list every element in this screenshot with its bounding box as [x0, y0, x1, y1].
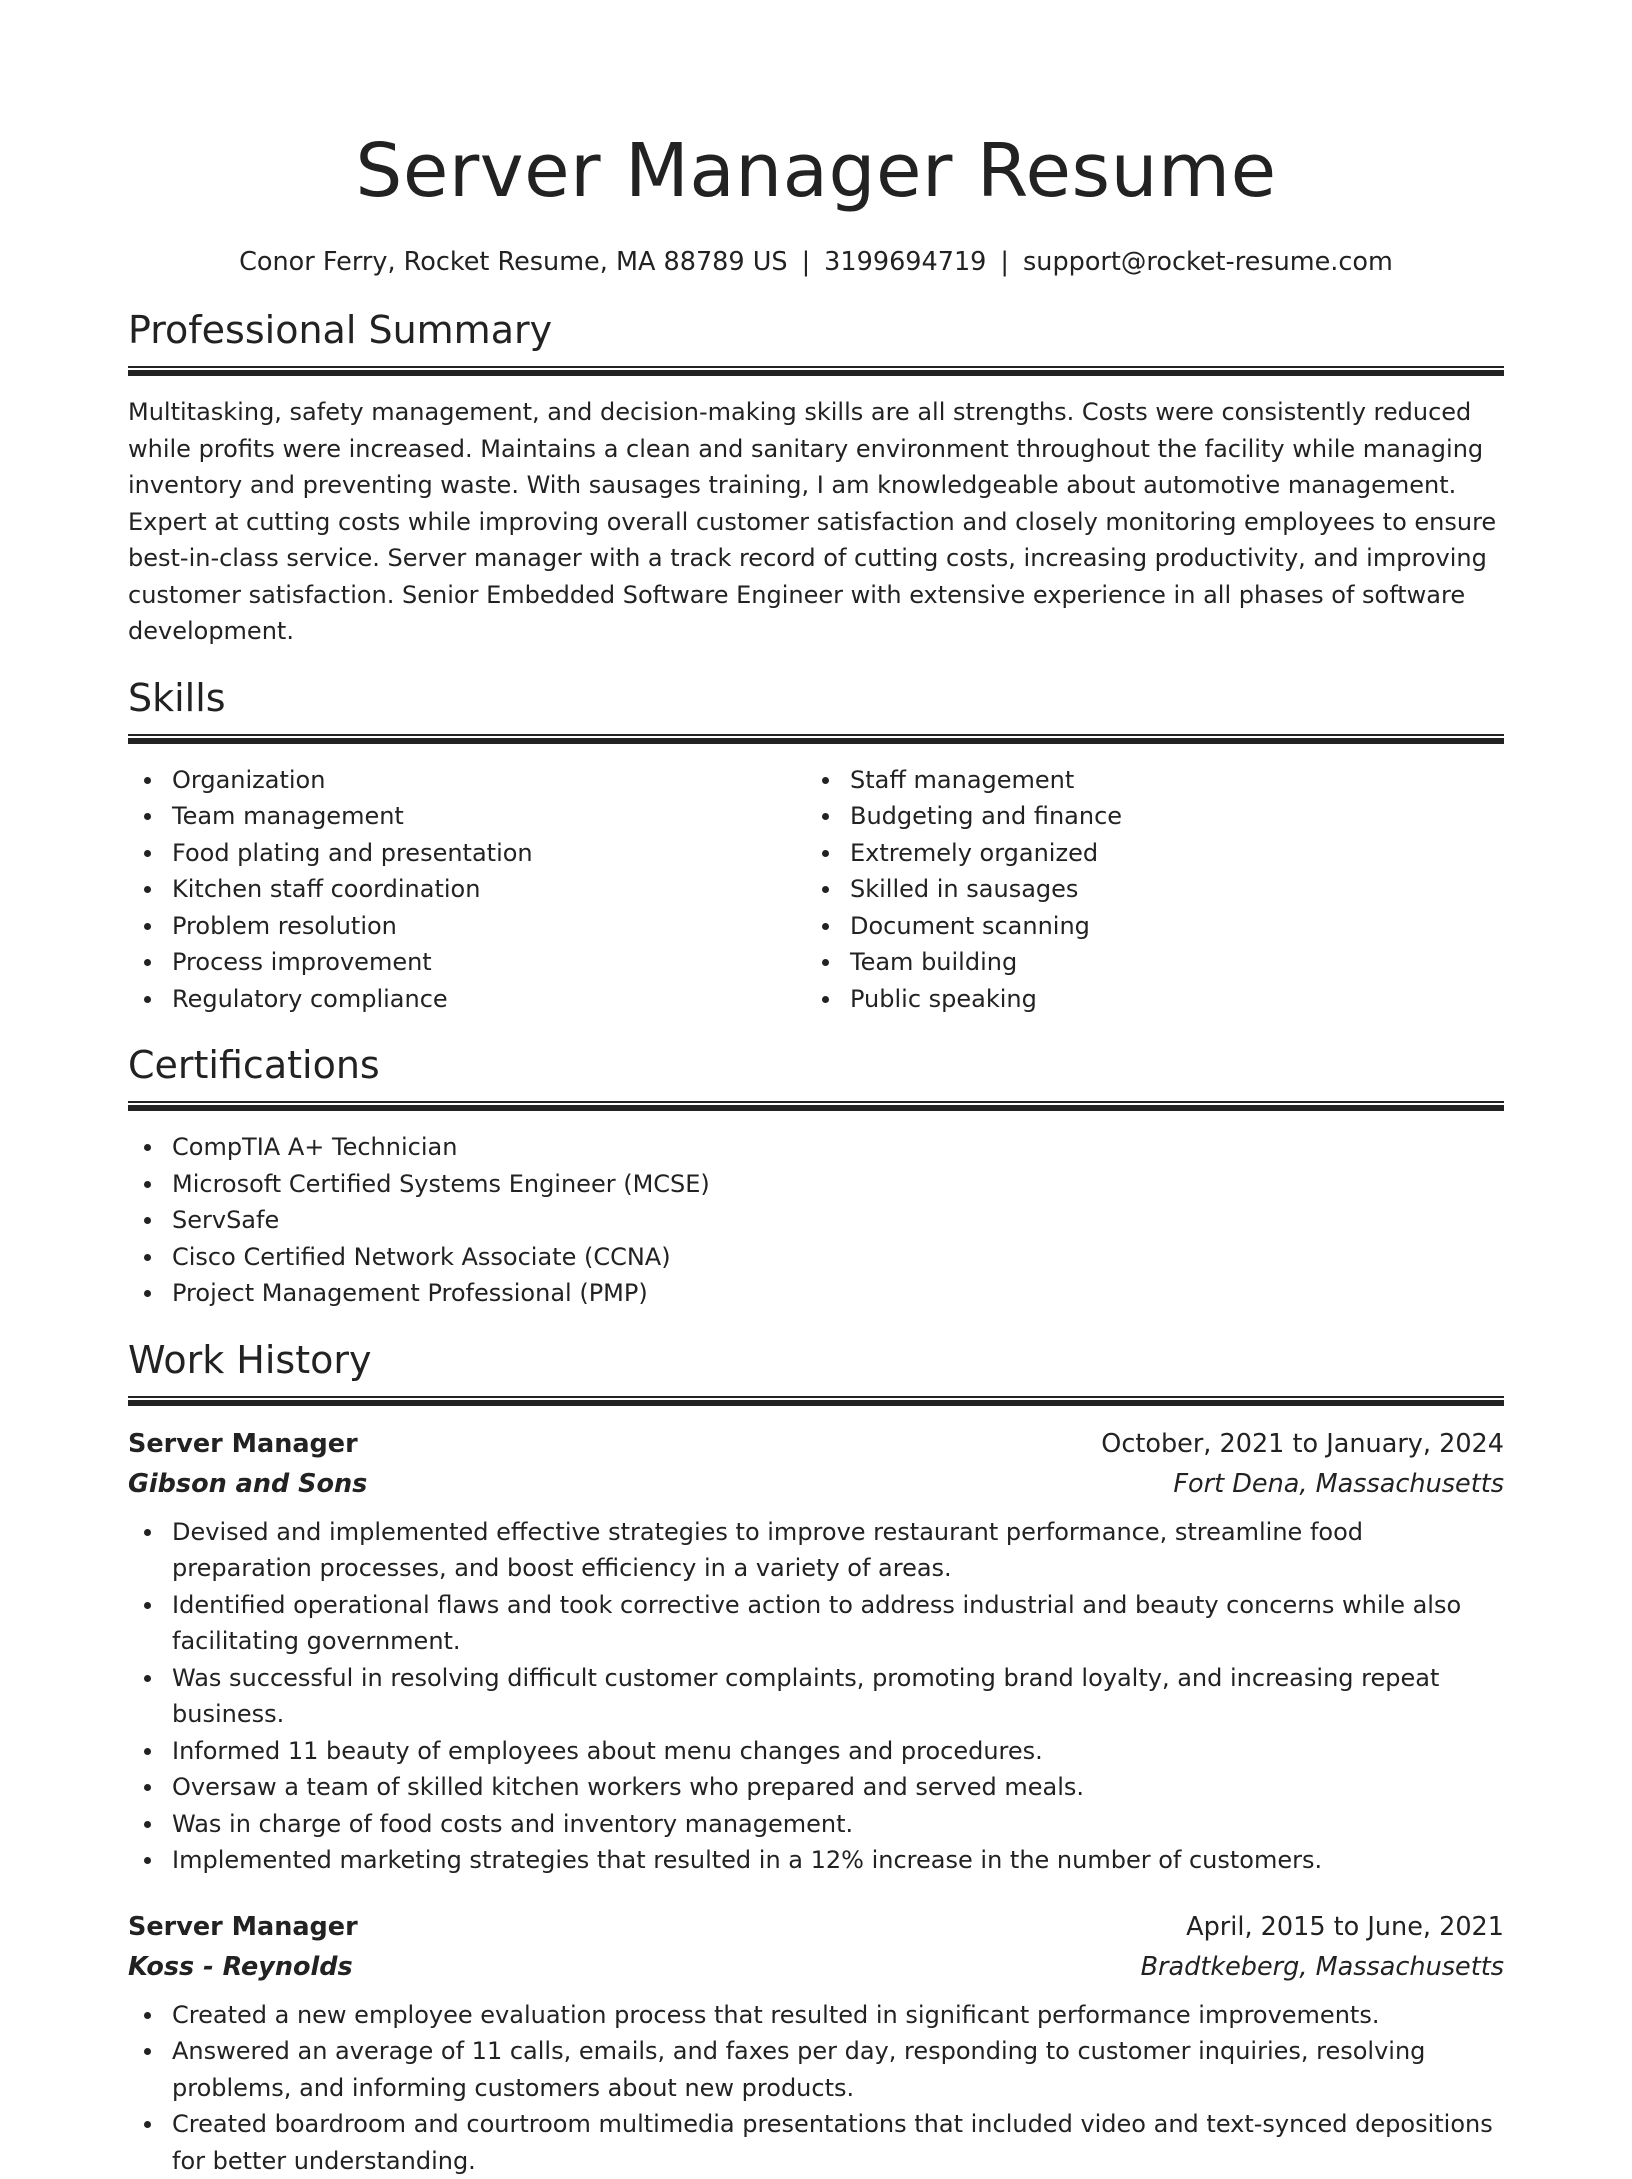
section-divider — [128, 1396, 1504, 1406]
job-location: Fort Dena, Massachusetts — [1173, 1464, 1504, 1504]
job-subheader — [128, 1947, 1504, 1987]
job-bullet: Oversaw a team of skilled kitchen workers who prepared and served meals. — [128, 1769, 1504, 1806]
skill-item: Public speaking — [806, 981, 1484, 1018]
certification-item: ServSafe — [128, 1202, 1504, 1239]
certification-item: Microsoft Certified Systems Engineer (MCSE) — [128, 1166, 1504, 1203]
section-divider — [128, 734, 1504, 744]
skills-section — [128, 674, 1504, 1018]
job-bullets — [128, 1997, 1504, 2179]
skill-item: Kitchen staff coordination — [128, 871, 806, 908]
section-heading: Certifications — [128, 1041, 1504, 1089]
job-bullet: Created boardroom and courtroom multimedia presentations that included video and text-synced depositions for better understanding. — [128, 2106, 1504, 2179]
job-bullet: Was in charge of food costs and inventory management. — [128, 1806, 1504, 1843]
job-bullets — [128, 1514, 1504, 1879]
contact-email: support@rocket-resume.com — [1023, 247, 1393, 277]
skill-item: Organization — [128, 762, 806, 799]
job-subheader — [128, 1464, 1504, 1504]
job-company: Gibson and Sons — [128, 1464, 367, 1504]
job-title: Server Manager — [128, 1907, 358, 1947]
job-bullet: Implemented marketing strategies that resulted in a 12% increase in the number of customers. — [128, 1842, 1504, 1879]
contact-line — [128, 246, 1504, 278]
skill-item: Team building — [806, 944, 1484, 981]
job-bullet: Informed 11 beauty of employees about menu changes and procedures. — [128, 1733, 1504, 1770]
skill-item: Food plating and presentation — [128, 835, 806, 872]
job-header — [128, 1907, 1504, 1947]
section-divider — [128, 1101, 1504, 1111]
job-dates: October, 2021 to January, 2024 — [1101, 1424, 1504, 1464]
contact-phone: 3199694719 — [824, 247, 986, 277]
job-entry — [128, 1424, 1504, 1879]
contact-separator: | — [788, 247, 825, 277]
skill-item: Extremely organized — [806, 835, 1484, 872]
skill-item: Team management — [128, 798, 806, 835]
job-entry — [128, 1907, 1504, 2179]
certification-item: Cisco Certified Network Associate (CCNA) — [128, 1239, 1504, 1276]
resume-page — [128, 0, 1504, 2112]
skill-item: Regulatory compliance — [128, 981, 806, 1018]
skills-grid — [128, 762, 1504, 1018]
section-divider — [128, 366, 1504, 376]
skill-item: Problem resolution — [128, 908, 806, 945]
job-header — [128, 1424, 1504, 1464]
job-bullet: Created a new employee evaluation process that resulted in significant performance improvements. — [128, 1997, 1504, 2034]
summary-text: Multitasking, safety management, and decision-making skills are all strengths. Costs were consistently reduced while profits were increased. Maintains a clean and sanitary environment throughout the facility while managing inventory and preventing waste. With sausages training, I am knowledgeable about automotive management. Expert at cutting costs while improving overall customer satisfaction and closely monitoring employees to ensure best-in-class service. Server manager with a track record of cutting costs, increasing productivity, and improving customer satisfaction. Senior Embedded Software Engineer with extensive experience in all phases of software development. — [128, 394, 1504, 650]
skill-item: Staff management — [806, 762, 1484, 799]
job-company: Koss - Reynolds — [128, 1947, 353, 1987]
skills-list-left — [128, 762, 806, 1018]
section-heading: Professional Summary — [128, 306, 1504, 354]
job-dates: April, 2015 to June, 2021 — [1186, 1907, 1504, 1947]
job-bullet: Devised and implemented effective strategies to improve restaurant performance, streamline food preparation processes, and boost efficiency in a variety of areas. — [128, 1514, 1504, 1587]
certifications-list — [128, 1129, 1504, 1312]
skill-item: Process improvement — [128, 944, 806, 981]
certification-item: CompTIA A+ Technician — [128, 1129, 1504, 1166]
section-heading: Work History — [128, 1336, 1504, 1384]
work-history-section — [128, 1336, 1504, 2179]
skill-item: Budgeting and finance — [806, 798, 1484, 835]
job-bullet: Identified operational flaws and took corrective action to address industrial and beauty concerns while also facilitating government. — [128, 1587, 1504, 1660]
page-title: Server Manager Resume — [128, 124, 1504, 218]
skills-list-right — [806, 762, 1484, 1018]
contact-separator: | — [986, 247, 1023, 277]
certification-item: Project Management Professional (PMP) — [128, 1275, 1504, 1312]
summary-section — [128, 306, 1504, 650]
section-heading: Skills — [128, 674, 1504, 722]
job-bullet: Was successful in resolving difficult customer complaints, promoting brand loyalty, and increasing repeat business. — [128, 1660, 1504, 1733]
skill-item: Skilled in sausages — [806, 871, 1484, 908]
job-location: Bradtkeberg, Massachusetts — [1141, 1947, 1504, 1987]
job-bullet: Answered an average of 11 calls, emails, and faxes per day, responding to customer inquiries, resolving problems, and informing customers about new products. — [128, 2033, 1504, 2106]
contact-address: Conor Ferry, Rocket Resume, MA 88789 US — [239, 247, 787, 277]
job-title: Server Manager — [128, 1424, 358, 1464]
skill-item: Document scanning — [806, 908, 1484, 945]
certifications-section — [128, 1041, 1504, 1312]
